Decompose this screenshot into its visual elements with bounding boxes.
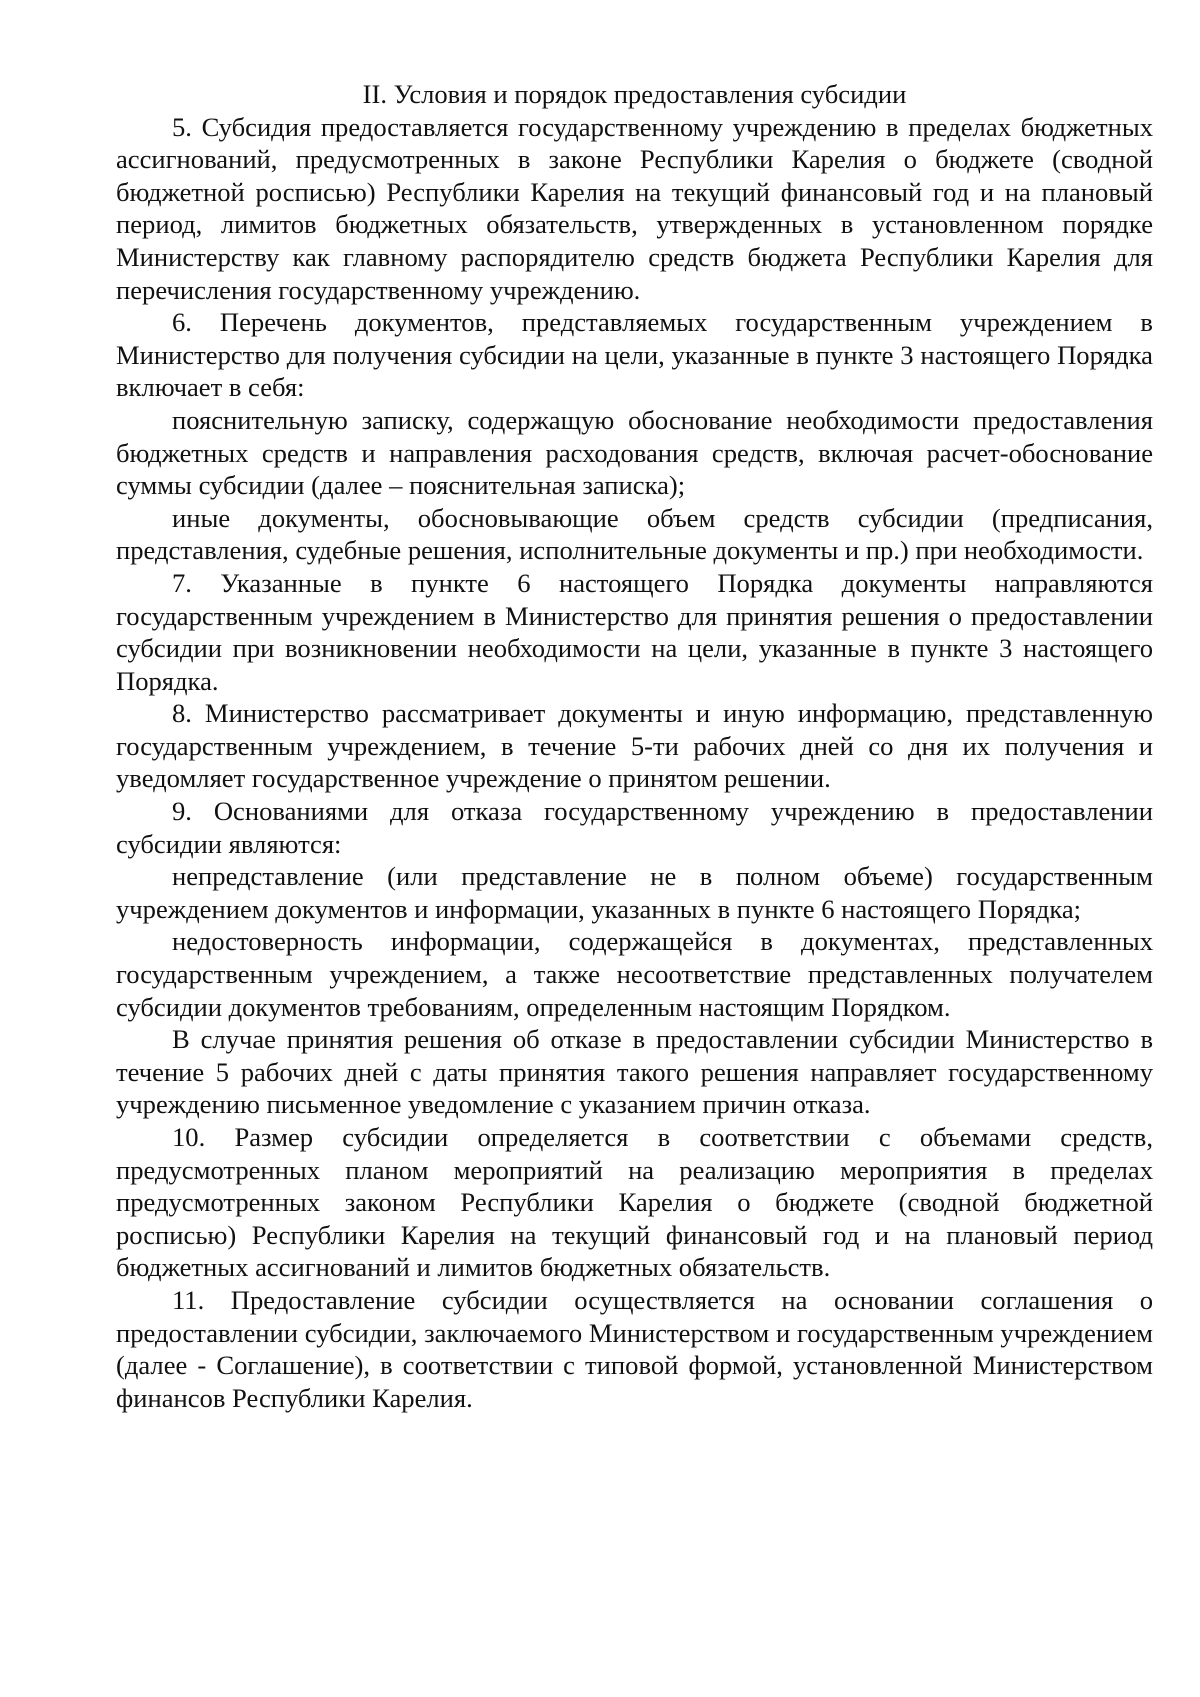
document-body <box>116 78 1153 1414</box>
paragraph-11: 11. Предоставление субсидии осуществляется на основании соглашения о предоставлении субсидии, заключаемого Министерством и государственным учреждением (далее - Соглашение), в соответствии с типовой формой, установленной Министерством финансов Республики Карелия. <box>116 1284 1153 1413</box>
paragraph-9-item-unreliable-info: недостоверность информации, содержащейся в документах, представленных государственным учреждением, а также несоответствие представленных получателем субсидии документов требованиям, определенным настоящим Порядком. <box>116 926 1153 1022</box>
paragraph-5: 5. Субсидия предоставляется государственному учреждению в пределах бюджетных ассигнований, предусмотренных в законе Республики Карелия о бюджете (сводной бюджетной росписью) Республики Карелия на текущий финансовый год и на плановый период, лимитов бюджетных обязательств, утвержденных в установленном порядке Министерству как главному распорядителю средств бюджета Республики Карелия для перечисления государственному учреждению. <box>116 111 1153 305</box>
paragraph-6-item-other-documents: иные документы, обосновывающие объем средств субсидии (предписания, представления, судебные решения, исполнительные документы и пр.) при необходимости. <box>116 502 1153 566</box>
paragraph-6: 6. Перечень документов, представляемых государственным учреждением в Министерство для получения субсидии на цели, указанные в пункте 3 настоящего Порядка включает в себя: <box>116 307 1153 403</box>
paragraph-6-item-explanatory-note: пояснительную записку, содержащую обоснование необходимости предоставления бюджетных средств и направления расходования средств, включая расчет-обоснование суммы субсидии (далее – пояснительная записка); <box>116 404 1153 501</box>
paragraph-8: 8. Министерство рассматривает документы и иную информацию, представленную государственным учреждением, в течение 5-ти рабочих дней со дня их получения и уведомляет государственное учреждение о принятом решении. <box>116 698 1153 794</box>
section-heading: II. Условия и порядок предоставления субсидии <box>362 79 907 109</box>
paragraph-7: 7. Указанные в пункте 6 настоящего Порядка документы направляются государственным учреждением в Министерство для принятия решения о предоставлении субсидии при возникновении необходимости на цели, указанные в пункте 3 настоящего Порядка. <box>116 567 1153 696</box>
paragraph-9: 9. Основаниями для отказа государственному учреждению в предоставлении субсидии являются: <box>116 796 1153 859</box>
paragraph-9-item-non-submission: непредставление (или представление не в полном объеме) государственным учреждением документов и информации, указанных в пункте 6 настоящего Порядка; <box>116 861 1153 924</box>
paragraph-refusal-notice: В случае принятия решения об отказе в предоставлении субсидии Министерство в течение 5 рабочих дней с даты принятия такого решения направляет государственному учреждению письменное уведомление с указанием причин отказа. <box>116 1024 1153 1120</box>
paragraph-10: 10. Размер субсидии определяется в соответствии с объемами средств, предусмотренных планом мероприятий на реализацию мероприятия в пределах предусмотренных законом Республики Карелия о бюджете (сводной бюджетной росписью) Республики Карелия на текущий финансовый год и на плановый период бюджетных ассигнований и лимитов бюджетных обязательств. <box>116 1122 1153 1283</box>
